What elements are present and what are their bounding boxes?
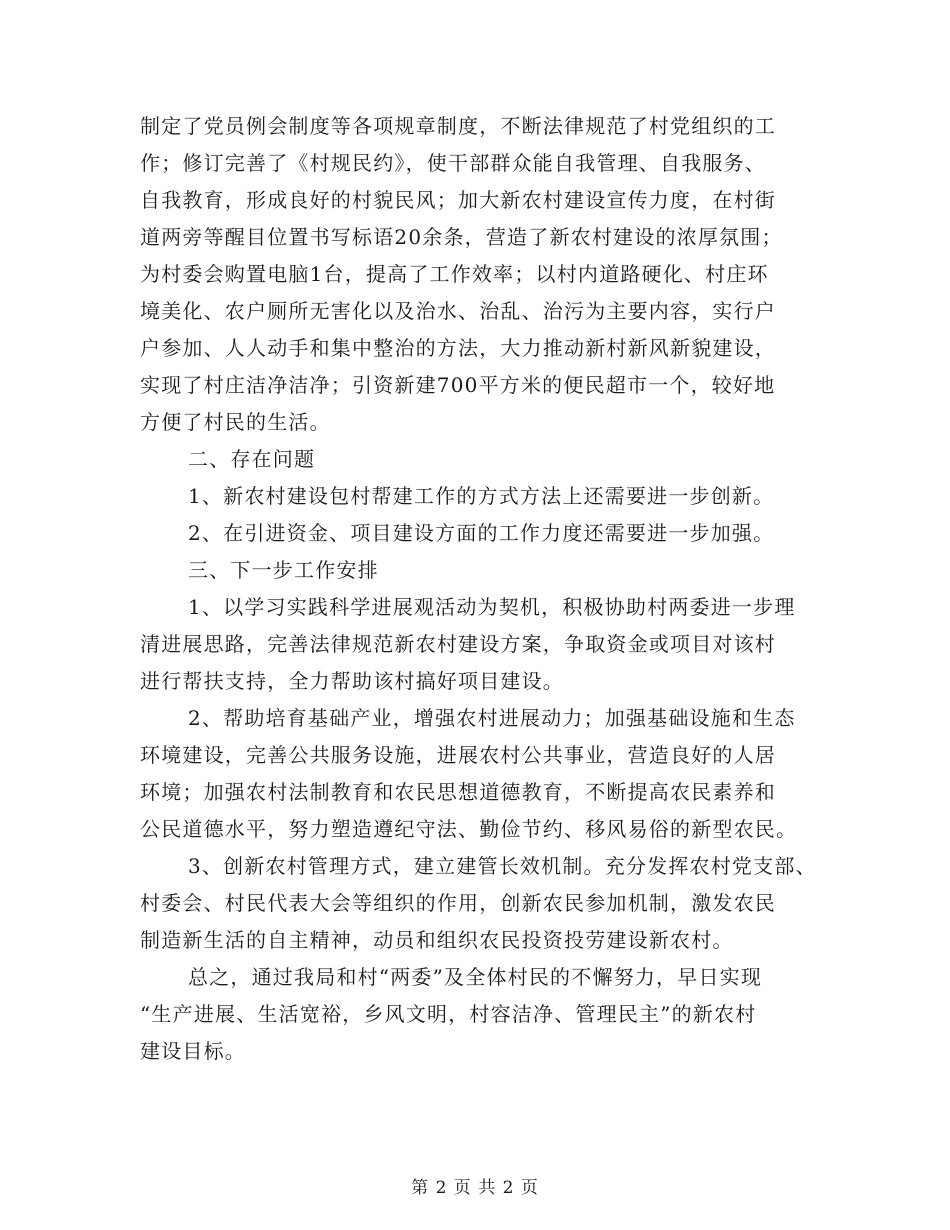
- paragraph: [140, 959, 830, 1070]
- text-line: 总之，通过我局和村“两委”及全体村民的不懈努力，早日实现: [188, 965, 763, 989]
- text-line: 制造新生活的自主精神，动员和组织农民投资投劳建设新农村。: [140, 928, 734, 952]
- text-line: 进行帮扶支持，全力帮助该村搞好项目建设。: [140, 669, 564, 693]
- page-footer: [0, 1173, 950, 1198]
- text-line: 道两旁等醒目位置书写标语20余条，营造了新农村建设的浓厚氛围；: [140, 225, 783, 249]
- paragraph: [140, 441, 830, 478]
- paragraph: [140, 848, 830, 959]
- text-line: 自我教育，形成良好的村貌民风；加大新农村建设宣传力度，在村街: [140, 188, 776, 212]
- text-line: 境美化、农户厕所无害化以及治水、治乱、治污为主要内容，实行户: [140, 299, 776, 323]
- text-line: 1、新农村建设包村帮建工作的方式方法上还需要进一步创新。: [188, 484, 775, 508]
- page-number-label: 第 2 页 共 2 页: [411, 1178, 539, 1198]
- paragraph: [140, 108, 830, 441]
- document-body: [140, 108, 830, 1070]
- text-line: 3、创新农村管理方式，建立建管长效机制。充分发挥农村党支部、: [188, 854, 817, 878]
- paragraph: [140, 552, 830, 589]
- text-line: 为村委会购置电脑1台，提高了工作效率；以村内道路硬化、村庄环: [140, 262, 769, 286]
- paragraph: [140, 589, 830, 700]
- text-line: 制定了党员例会制度等各项规章制度，不断法律规范了村党组织的工: [140, 114, 776, 138]
- paragraph: [140, 515, 830, 552]
- text-line: 户参加、人人动手和集中整治的方法，大力推动新村新风新貌建设，: [140, 336, 776, 360]
- text-line: 方便了村民的生活。: [140, 410, 331, 434]
- paragraph: [140, 478, 830, 515]
- paragraph: [140, 700, 830, 848]
- text-line: 环境建设，完善公共服务设施，进展农村公共事业，营造良好的人居: [140, 743, 776, 767]
- text-line: 2、在引进资金、项目建设方面的工作力度还需要进一步加强。: [188, 521, 775, 545]
- text-line: 公民道德水平，努力塑造遵纪守法、勤俭节约、移风易俗的新型农民。: [140, 817, 798, 841]
- text-line: 村委会、村民代表大会等组织的作用，创新农民参加机制，激发农民: [140, 891, 776, 915]
- text-line: 实现了村庄洁净洁净；引资新建700平方米的便民超市一个，较好地: [140, 373, 776, 397]
- text-line: 2、帮助培育基础产业，增强农村进展动力；加强基础设施和生态: [188, 706, 796, 730]
- text-line: 二、存在问题: [188, 447, 316, 471]
- text-line: 三、下一步工作安排: [188, 558, 379, 582]
- text-line: 建设目标。: [140, 1039, 246, 1063]
- text-line: 环境；加强农村法制教育和农民思想道德教育，不断提高农民素养和: [140, 780, 776, 804]
- text-line: 作；修订完善了《村规民约》，使干部群众能自我管理、自我服务、: [140, 151, 766, 175]
- text-line: 清进展思路，完善法律规范新农村建设方案，争取资金或项目对该村: [140, 632, 776, 656]
- text-line: 1、以学习实践科学进展观活动为契机，积极协助村两委进一步理: [188, 595, 796, 619]
- text-line: “生产进展、生活宽裕，乡风文明，村容洁净、管理民主”的新农村: [140, 1002, 757, 1026]
